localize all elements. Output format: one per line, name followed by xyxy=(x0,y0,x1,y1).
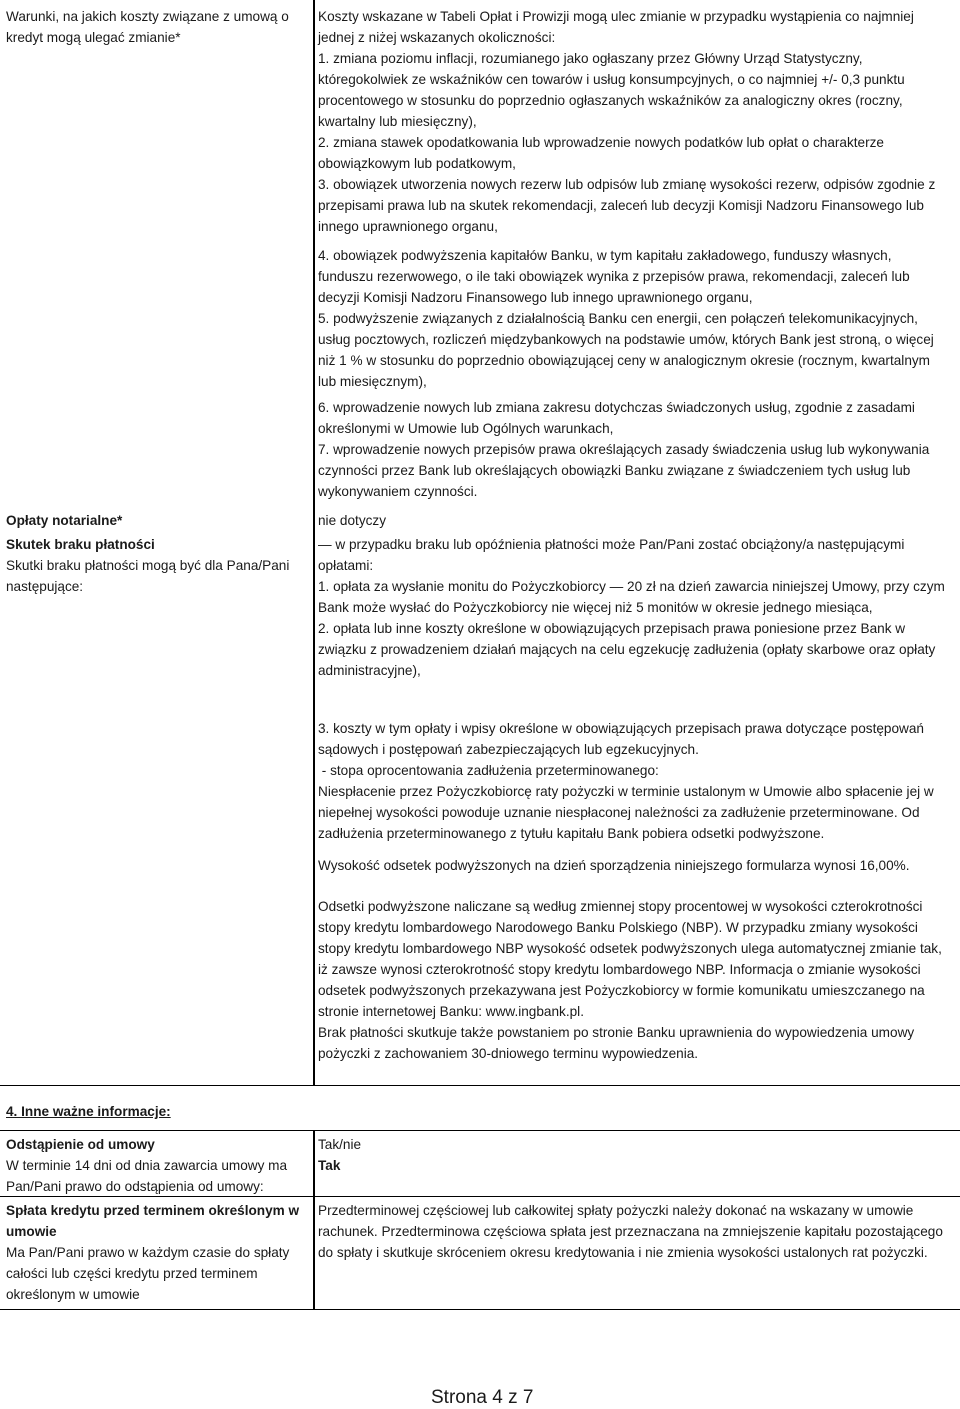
withdrawal-label: W terminie 14 dni od dnia zawarcia umowy ma Pan/Pani prawo do odstąpienia od umowy: xyxy=(6,1158,288,1194)
missed-payment-label: Skutki braku płatności mogą być dla Pana/Pani następujące: xyxy=(6,558,290,594)
table2-bottom-rule xyxy=(0,1309,960,1310)
overdue-rate-text: Niespłacenie przez Pożyczkobiorcę raty pożyczki w terminie ustalonym w Umowie albo spłacenie jej w niepełnej wysokości powoduje uznanie niespłaconej należności za zadłużenie przeterminowane. Od zadłużenia przeterminowanego z tytułu kapitału Bank pobiera odsetki podwyższone. xyxy=(318,784,934,841)
notary-fees-value: nie dotyczy xyxy=(318,513,387,528)
costs-change-item-4: 4. obowiązek podwyższenia kapitałów Banku, w tym kapitału zakładowego, funduszy własnych, funduszu rezerwowego, o ile taki obowiązek wynika z przepisów prawa, rekomendacji, zaleceń lub decyzji Komisji Nadzoru Finansowego lub innego uprawnionego organu, xyxy=(318,248,910,305)
costs-change-item-7: 7. wprowadzenie nowych przepisów prawa określających zasady świadczenia usług lub wykonywania czynności przez Bank lub określających obowiązki Banku związane z świadczeniem tych usług lub wykonywaniem czynności. xyxy=(318,442,930,499)
missed-payment-heading: Skutek braku płatności xyxy=(6,537,155,552)
costs-change-label: Warunki, na jakich koszty związane z umową o kredyt mogą ulegać zmianie* xyxy=(6,9,289,45)
costs-change-item-2: 2. zmiana stawek opodatkowania lub wprowadzenie nowych podatków lub opłat o charakterze obowiązkowym lub podatkowym, xyxy=(318,135,884,171)
withdrawal-column-header: Tak/nie xyxy=(318,1137,362,1152)
overdue-rate-header: - stopa oprocentowania zadłużenia przeterminowanego: xyxy=(318,763,659,778)
missed-payment-fee-3: 3. koszty w tym opłaty i wpisy określone w obowiązujących przepisach prawa dotyczące postępowań sądowych i postępowań zabezpieczających lub egzekucyjnych. xyxy=(318,721,924,757)
missed-payment-fee-2: 2. opłata lub inne koszty określone w obowiązujących przepisach prawa poniesione przez Bank w związku z prowadzeniem działań mających na celu egzekucję zadłużenia (opłaty skarbowe oraz opłaty administracyjne), xyxy=(318,621,936,678)
termination-info: Brak płatności skutkuje także powstaniem po stronie Banku uprawnienia do wypowiedzenia umowy pożyczki z zachowaniem 30-dniowego terminu wypowiedzenia. xyxy=(318,1025,915,1061)
missed-payment-intro: — w przypadku braku lub opóźnienia płatności może Pan/Pani zostać obciążony/a następującymi opłatami: xyxy=(318,537,905,573)
page-number: Strona 4 z 7 xyxy=(431,1387,534,1408)
early-repayment-label: Ma Pan/Pani prawo w każdym czasie do spłaty całości lub części kredytu przed terminem określonym w umowie xyxy=(6,1245,290,1302)
early-repayment-value: Przedterminowej częściowej lub całkowitej spłaty pożyczki należy dokonać na wskazany w umowie rachunek. Przedterminowa częściowa spłata jest przeznaczana na zmniejszenie kapitału pozostającego do spłaty i skutkuje skróceniem okresu kredytowania i nie zmienia wysokości ustalonych rat pożyczki. xyxy=(318,1203,943,1260)
costs-change-item-5: 5. podwyższenie związanych z działalnością Banku cen energii, cen połączeń telekomunikacyjnych, usług pocztowych, rozliczeń międzybankowych na podstawie umów, których Bank jest stroną, o więcej niż 1 % w stosunku do poprzednio obowiązującej ceny w analogicznym okresie (rocznym, kwartalnym lub miesięcznym), xyxy=(318,311,934,389)
table1-divider xyxy=(313,0,315,1085)
costs-change-item-3: 3. obowiązek utworzenia nowych rezerw lub odpisów lub zmianę wysokości rezerw, odpisów zgodnie z przepisami prawa lub na skutek rekomendacji, zaleceń lub decyzji Komisji Nadzoru Finansowego lub innego uprawnionego organu, xyxy=(318,177,936,234)
table1-bottom-rule xyxy=(0,1085,960,1086)
withdrawal-heading: Odstąpienie od umowy xyxy=(6,1137,155,1152)
table2-top-rule xyxy=(0,1130,960,1131)
overdue-rate-value: Wysokość odsetek podwyższonych na dzień sporządzenia niniejszego formularza wynosi 16,00%. xyxy=(318,858,910,873)
withdrawal-value: Tak xyxy=(318,1158,341,1173)
section-4-heading: 4. Inne ważne informacje: xyxy=(6,1104,171,1119)
early-repayment-heading: Spłata kredytu przed terminem określonym w umowie xyxy=(6,1203,300,1239)
notary-fees-label: Opłaty notarialne* xyxy=(6,513,123,528)
table2-divider xyxy=(313,1130,315,1310)
costs-change-item-6: 6. wprowadzenie nowych lub zmiana zakresu dotychczas świadczonych usług, zgodnie z zasadami określonymi w Umowie lub Ogólnych warunkach, xyxy=(318,400,915,436)
overdue-rate-info: Odsetki podwyższone naliczane są według zmiennej stopy procentowej w wysokości czterokrotności stopy kredytu lombardowego Narodowego Banku Polskiego (NBP). W przypadku zmiany wysokości stopy kredytu lombardowego NBP wysokość odsetek podwyższonych ulega automatycznej zmianie tak, iż zawsze wynosi czterokrotność stopy kredytu lombardowego NBP. Informacja o zmianie wysokości odsetek podwyższonych przekazywana jest Pożyczkobiorcy w formie komunikatu umieszczanego na stronie internetowej Banku: www.ingbank.pl. xyxy=(318,899,942,1019)
missed-payment-fee-1: 1. opłata za wysłanie monitu do Pożyczkobiorcy — 20 zł na dzień zawarcia niniejszej Umowy, przy czym Bank może wysłać do Pożyczkobiorcy nie więcej niż 5 monitów w okresie jednego miesiąca, xyxy=(318,579,945,615)
costs-change-item-1: 1. zmiana poziomu inflacji, rozumianego jako ogłaszany przez Główny Urząd Statystyczny, któregokolwiek ze wskaźników cen towarów i usług konsumpcyjnych, o co najmniej +/- 0,3 punktu procentowego w stosunku do poprzednio ogłaszanych wskaźników za analogiczny okres (roczny, kwartalny lub miesięczny), xyxy=(318,51,905,129)
costs-change-intro: Koszty wskazane w Tabeli Opłat i Prowizji mogą ulec zmianie w przypadku wystąpienia co najmniej jednej z niżej wskazanych okoliczności: xyxy=(318,9,914,45)
